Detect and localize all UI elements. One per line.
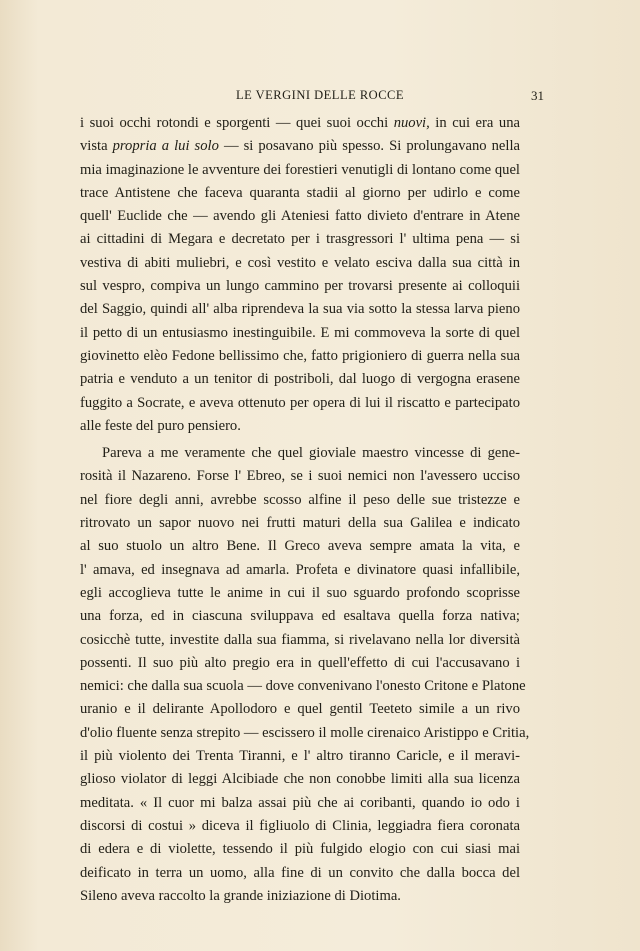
line-text: discorsi di costui » diceva il figliuolo di Clinia, leggiadra fiera coronata xyxy=(80,817,520,834)
text-line xyxy=(80,252,520,275)
line-text: deificato in terra un uomo, alla fine di un convito che dalla bocca del xyxy=(80,864,520,881)
line-text: d'olio fluente senza strepito — escissero il molle cirenaico Aristippo e Critia, xyxy=(80,724,530,741)
page-header xyxy=(0,88,640,108)
line-text: vista xyxy=(80,138,113,155)
page-number: 31 xyxy=(531,88,544,103)
text-line xyxy=(80,112,520,135)
text-line xyxy=(80,442,520,465)
text-line xyxy=(80,838,520,861)
line-text: il petto di un entusiasmo inestinguibile. E mi commoveva la sorte di quel xyxy=(80,324,520,341)
text-line xyxy=(80,512,520,535)
line-text: nemici: che dalla sua scuola — dove convenivano l'onesto Critone e Platone xyxy=(80,678,526,695)
text-line xyxy=(80,205,520,228)
text-line xyxy=(80,298,520,321)
line-text: i suoi occhi rotondi e sporgenti — quei suoi occhi xyxy=(80,115,394,131)
line-text: trace Antistene che faceva quaranta stadii al giorno per udirlo e come xyxy=(80,184,520,201)
italic-text: propria a lui solo xyxy=(112,138,219,155)
line-text: del Saggio, quindi all' alba riprendeva la sua via sotto la stessa larva pieno xyxy=(80,301,520,318)
line-text: quell' Euclide che — avendo gli Ateniesi fatto divieto d'entrare in Atene xyxy=(80,208,520,225)
line-text: Pareva a me veramente che quel gioviale maestro vincesse di gene- xyxy=(102,445,520,462)
text-line xyxy=(80,228,520,251)
line-text: vestiva di abiti muliebri, e così vestito e velato esciva dalla sua città in xyxy=(80,254,520,271)
text-line xyxy=(80,275,520,298)
line-text: in cui era una xyxy=(429,115,520,131)
paragraph xyxy=(80,442,530,908)
text-line xyxy=(80,768,520,791)
text-line xyxy=(80,862,520,885)
text-line xyxy=(80,182,520,205)
italic-text: nuovi, xyxy=(393,115,430,131)
text-line xyxy=(80,392,520,415)
text-line xyxy=(80,465,520,488)
text-line xyxy=(80,322,520,345)
line-text: di edera e di violette, tessendo il più fulgido elogio con cui siasi mai xyxy=(80,841,520,858)
line-text: fuggito a Socrate, e aveva ottenuto per opera di lui il riscatto e partecipato xyxy=(80,394,520,411)
body-text xyxy=(80,112,530,908)
text-line xyxy=(80,415,520,438)
line-text: una forza, ed in ciascuna sviluppava ed esaltava quella forza nativa; xyxy=(80,608,520,625)
text-line xyxy=(80,815,520,838)
text-line xyxy=(80,629,520,652)
text-line xyxy=(80,698,520,721)
line-text: possenti. Il suo più alto pregio era in quell'effetto di cui l'accusavano i xyxy=(80,654,520,671)
line-text: al suo stuolo un altro Bene. Il Greco aveva sempre amata la vita, e xyxy=(80,538,520,555)
text-line xyxy=(80,582,520,605)
text-line xyxy=(80,885,520,908)
line-text: egli accoglieva tutte le anime in cui il suo sguardo profondo scoprisse xyxy=(80,584,520,601)
line-text: uranio e il delirante Apollodoro e quel gentil Teeteto simile a un rivo xyxy=(80,701,520,718)
line-text: ai cittadini di Megara e decretato per i trasgressori l' ultima pena — si xyxy=(80,231,520,248)
line-text: nel fiore degli anni, avrebbe scosso alfine il peso delle sue tristezze e xyxy=(80,491,520,508)
line-text: ritrovato un sapor nuovo nei frutti maturi della sua Galilea e indicato xyxy=(80,515,520,532)
line-text: giovinetto elèo Fedone bellissimo che, fatto prigioniero di guerra nella sua xyxy=(80,347,520,364)
text-line xyxy=(80,489,520,512)
text-line xyxy=(80,745,520,768)
line-text: rosità il Nazareno. Forse l' Ebreo, se i suoi nemici non l'avessero ucciso xyxy=(80,468,520,485)
text-line xyxy=(80,722,530,745)
text-line xyxy=(80,345,520,368)
text-line xyxy=(80,792,520,815)
line-text: il più violento dei Trenta Tiranni, e l' altro tiranno Caricle, e il meravi- xyxy=(80,748,520,765)
text-line xyxy=(80,135,520,158)
text-line xyxy=(80,159,520,182)
text-line xyxy=(80,535,520,558)
text-line xyxy=(80,652,520,675)
line-text: meditata. « Il cuor mi balza assai più che ai coribanti, quando io odo i xyxy=(80,794,520,811)
line-text: — si posavano più spesso. Si prolungavano nella xyxy=(218,138,520,155)
text-line xyxy=(80,368,520,391)
line-text: sul vespro, compiva un lungo cammino per trovarsi presente ai colloquii xyxy=(80,278,520,295)
running-title: LE VERGINI DELLE ROCCE xyxy=(235,88,405,102)
line-text: l' amava, ed insegnava ad amarla. Profeta e divinatore quasi infallibile, xyxy=(80,561,520,578)
text-line xyxy=(80,675,526,698)
line-text: glioso violator di leggi Alcibiade che non conobbe limiti alla sua licenza xyxy=(80,771,520,788)
text-line xyxy=(80,605,520,628)
line-text: alle feste del puro pensiero. xyxy=(80,417,241,434)
line-text: cosicchè tutte, investite dalla sua fiamma, si rivelavano nella lor diversità xyxy=(80,631,520,648)
line-text: patria e venduto a un tenitor di postriboli, dal luogo di vergogna erasene xyxy=(80,371,520,388)
line-text: Sileno aveva raccolto la grande iniziazione di Diotima. xyxy=(80,887,401,904)
line-text: mia imaginazione le avventure dei forestieri venutigli di lontano come quel xyxy=(80,161,520,178)
text-line xyxy=(80,559,520,582)
paragraph xyxy=(80,112,520,438)
